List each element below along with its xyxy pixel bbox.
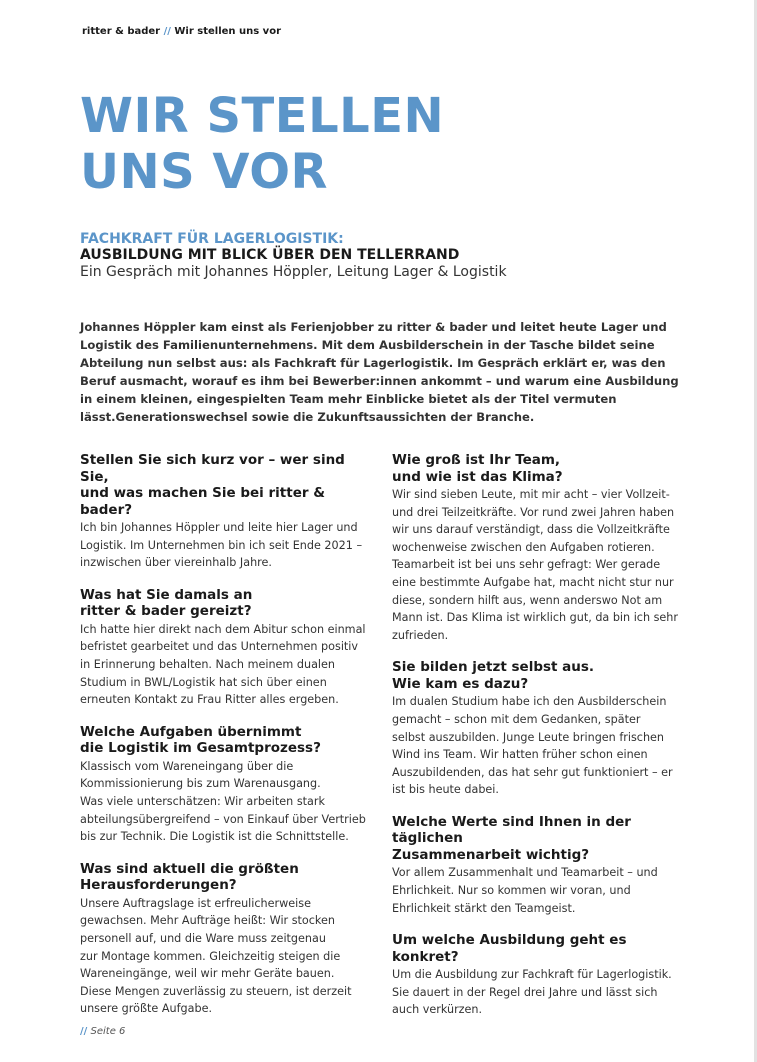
answer: Unsere Auftragslage ist erfreulicherweise gewachsen. Mehr Aufträge heißt: Wir stocken personell auf, und die Ware muss zeitgenau zur Montage kommen. Gleichzeitig steigen die Wareneingänge, weil wir mehr Geräte bauen. Diese Mengen zuverlässig zu steuern, ist derzeit unsere größte Aufgabe. — [80, 896, 352, 1016]
answer: Im dualen Studium habe ich den Ausbilderschein gemacht – schon mit dem Gedanken, später selbst auszubilden. Junge Leute bringen frischen Wind ins Team. Wir hatten früher schon einen Auszubildenden, das hat sehr gut funktioniert – er ist bis heute dabei. — [392, 695, 673, 797]
question: Wie groß ist Ihr Team, und wie ist das Klima? — [392, 452, 563, 485]
qa-block — [80, 861, 376, 1018]
qa-block — [392, 932, 688, 1019]
question: Welche Werte sind Ihnen in der täglichen Zusammenarbeit wichtig? — [392, 813, 631, 863]
question: Welche Aufgaben übernimmt die Logistik im Gesamtprozess? — [80, 723, 321, 757]
question: Was sind aktuell die größten Herausforderungen? — [80, 860, 299, 894]
qa-block — [80, 587, 376, 709]
subtitle-headline: AUSBILDUNG MIT BLICK ÜBER DEN TELLERRAND — [80, 247, 460, 263]
page-title-line-1: WIR STELLEN — [80, 88, 445, 144]
left-column — [80, 452, 376, 1033]
qa-block — [392, 452, 688, 644]
question: Sie bilden jetzt selbst aus. Wie kam es dazu? — [392, 659, 595, 692]
page-title-line-2: UNS VOR — [80, 144, 328, 200]
qa-block — [392, 659, 688, 799]
answer: Um die Ausbildung zur Fachkraft für Lagerlogistik. Sie dauert in der Regel drei Jahre und lässt sich auch verkürzen. — [392, 968, 672, 1017]
page-footer — [80, 1026, 125, 1037]
answer: Wir sind sieben Leute, mit mir acht – vier Vollzeit- und drei Teilzeitkräfte. Vor rund zwei Jahren haben wir uns darauf verständigt, dass die Vollzeitkräfte wochenweise zwischen den Aufgaben rotieren. Teamarbeit ist bei uns sehr gefragt: Wer gerade eine bestimmte Aufgabe hat, macht nicht stur nur diese, sondern hilft aus, wenn anderswo Not am Mann ist. Das Klima ist wirklich gut, da bin ich sehr zufrieden. — [392, 488, 678, 642]
answer: Ich hatte hier direkt nach dem Abitur schon einmal befristet gearbeitet und das Unternehmen positiv in Erinnerung behalten. Nach meinem dualen Studium in BWL/Logistik hat sich über einen erneuten Kontakt zu Frau Ritter alles ergeben. — [80, 622, 366, 707]
answer: Vor allem Zusammenhalt und Teamarbeit – und Ehrlichkeit. Nur so kommen wir voran, und Ehrlichkeit stärkt den Teamgeist. — [392, 866, 658, 915]
running-header — [82, 26, 281, 37]
right-column — [392, 452, 688, 1034]
question: Stellen Sie sich kurz vor – wer sind Sie, und was machen Sie bei ritter & bader? — [80, 452, 345, 518]
subtitle-byline: Ein Gespräch mit Johannes Höppler, Leitung Lager & Logistik — [80, 264, 507, 280]
qa-block — [392, 814, 688, 917]
page-number: Seite 6 — [90, 1026, 126, 1037]
header-brand: ritter & bader — [82, 26, 161, 37]
page-title — [80, 88, 444, 200]
subtitle-kicker: FACHKRAFT FÜR LAGERLOGISTIK: — [80, 231, 344, 247]
question: Um welche Ausbildung geht es konkret? — [392, 932, 627, 965]
intro-paragraph: Johannes Höppler kam einst als Ferienjobber zu ritter & bader und leitet heute Lager und Logistik des Familienunternehmens. Mit dem Ausbilderschein in der Tasche bildet seine Abteilung nun selbst aus: als Fachkraft für Lagerlogistik. Im Gespräch erklärt er, was den Beruf ausmacht, worauf es ihm bei Bewerber:innen ankommt – und warum eine Ausbildung in einem kleinen, eingespielten Team mehr Einblicke bietet als der Titel vermuten lässt.Generationswechsel sowie die Zukunftsaussichten der Branche. — [80, 320, 679, 424]
question: Was hat Sie damals an ritter & bader gereizt? — [80, 586, 253, 620]
answer: Klassisch vom Wareneingang über die Kommissionierung bis zum Warenausgang. Was viele unterschätzen: Wir arbeiten stark abteilungsübergreifend – von Einkauf über Vertrieb bis zur Technik. Die Logistik ist die Schnittstelle. — [80, 759, 366, 844]
answer: Ich bin Johannes Höppler und leite hier Lager und Logistik. Im Unternehmen bin ich seit Ende 2021 – inzwischen über viereinhalb Jahre. — [80, 521, 363, 570]
footer-mark: // — [80, 1026, 88, 1037]
header-separator: // — [163, 26, 171, 37]
qa-block — [80, 452, 376, 572]
qa-block — [80, 724, 376, 846]
header-section: Wir stellen uns vor — [174, 26, 282, 37]
